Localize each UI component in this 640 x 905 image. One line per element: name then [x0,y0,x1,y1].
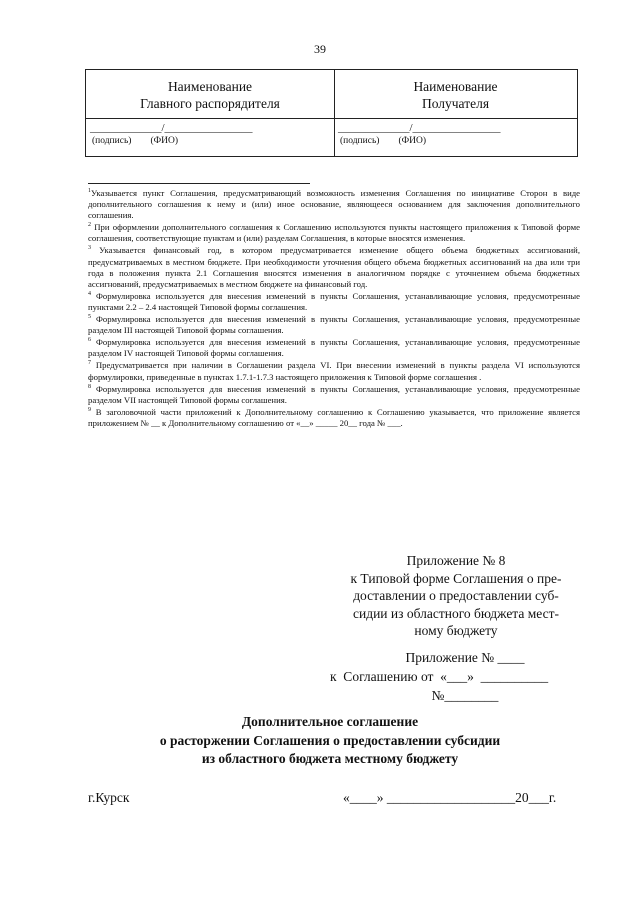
annex-header-line: ному бюджету [414,623,498,638]
title-line: Дополнительное соглашение [241,714,419,729]
footnote-text: Предусматривается при наличии в Соглашении раздела VI. При внесении изменений в пункты раздела VI используются формулировки, приведенные в пунктах 1.7.1-1.7.3 настоящего приложения к Типовой форме соглашения . [88,360,581,382]
footnote-mark: 3 [88,245,91,252]
footnote-mark: 9 [88,406,91,413]
footnote-text: Указывается пункт Соглашения, предусматривающий возможность изменения Соглашения по инициативе Сторон в виде дополнительного соглашения к нему и (или) иное основание, являющееся основанием для заключения дополнительного соглашения. [88,188,580,221]
page-number: 39 [314,42,326,56]
annex-header-line: Приложение № 8 [406,553,506,568]
footnote-mark: 1 [88,188,91,194]
sig-heading-line: Получателя [421,96,490,111]
document-title [80,713,580,769]
footnote-mark: 4 [88,290,91,297]
footnote-text: Указывается финансовый год, в котором предусматривается изменение общего объема бюджетных ассигнований, предусматриваемых в местном бюджете. При необходимости уточнения общего объема бюджетных ассигнований на два или три года в положения пункта 2.1 Соглашения вносятся изменения в аналогичном порядке с уточнением объема бюджетных ассигнований, предусматриваемых в местном бюджете на финансовый год. [88,245,581,289]
annex-header-line: сидии из областного бюджета мест- [352,605,559,621]
sig-heading-line: Главного распорядителя [140,96,280,111]
annex-8-header [336,552,576,640]
sig-heading-recipient [334,70,577,119]
sig-column-chief-manager [86,70,335,156]
footnote-divider [88,183,310,184]
annex-header-line: доставлении о предоставлении суб- [353,588,559,603]
footnote-text: Формулировка используется для внесения изменений в пункты Соглашения, устанавливающие условия, предусмотренные разделом III настоящей Типовой формы соглашения. [88,314,580,336]
signature-caption: (подпись) (ФИО) [92,136,178,146]
footnote-mark: 7 [88,360,91,367]
sig-heading-line: Наименование [413,79,498,94]
city: г.Курск [88,790,130,805]
signature-caption: (подпись) (ФИО) [340,136,426,146]
footnote-text: Формулировка используется для внесения изменений в пункты Соглашения, устанавливающие условия, предусмотренные разделом IV настоящей Типовой формы соглашения. [88,337,580,359]
signature-table [85,69,578,157]
footnote [88,337,580,359]
footnote [88,222,580,244]
footnote-text: В заголовочной части приложений к Дополнительному соглашению к Соглашению указывается, что приложение является приложением № __ к Дополнительному соглашению от «__» _____ 20__ года № ___. [88,406,581,428]
footnote [88,291,580,313]
footnote-mark: 2 [88,222,91,229]
signature-line: _____________/________________ [90,122,253,134]
footnote [88,360,580,382]
title-line: из областного бюджета местному бюджету [201,751,459,766]
annex-ref-line: Приложение № ____ [405,650,525,665]
footnote [88,407,580,429]
sig-heading-line: Наименование [167,79,253,94]
footnote [88,188,580,221]
footnotes [88,188,580,430]
footnote-text: Формулировка используется для внесения изменений в пункты Соглашения, устанавливающие условия, предусмотренные разделом VII настоящей Типовой формы соглашения. [88,383,580,405]
footnote [88,384,580,406]
signature-line: _____________/________________ [338,122,501,134]
sig-heading-chief-manager [86,70,334,119]
footnote-mark: 5 [88,314,91,321]
annex-reference [330,648,580,705]
annex-header-line: к Типовой форме Соглашения о пре- [350,570,562,586]
footnote [88,314,580,336]
footnote-mark: 6 [88,337,91,344]
footnote-text: При оформлении дополнительного соглашения к Соглашению используются пункты настоящего приложения к Типовой форме соглашения, соответствующие пунктам и (или) разделам Соглашения, в которые вносятся изменения. [88,222,580,244]
date-line: «____» ___________________20___г. [343,790,557,805]
footnote-text: Формулировка используется для внесения изменений в пункты Соглашения, устанавливающие условия, предусмотренные пунктами 2.2 – 2.4 настоящей Типовой формы соглашения. [88,290,580,312]
footnote-mark: 8 [88,383,91,390]
annex-ref-line: к Соглашению от «___» __________ [330,669,549,684]
title-line: о расторжении Соглашения о предоставлении субсидии [159,732,501,748]
sig-column-recipient [334,70,577,156]
footnote [88,245,580,289]
annex-ref-line: №________ [431,688,499,703]
